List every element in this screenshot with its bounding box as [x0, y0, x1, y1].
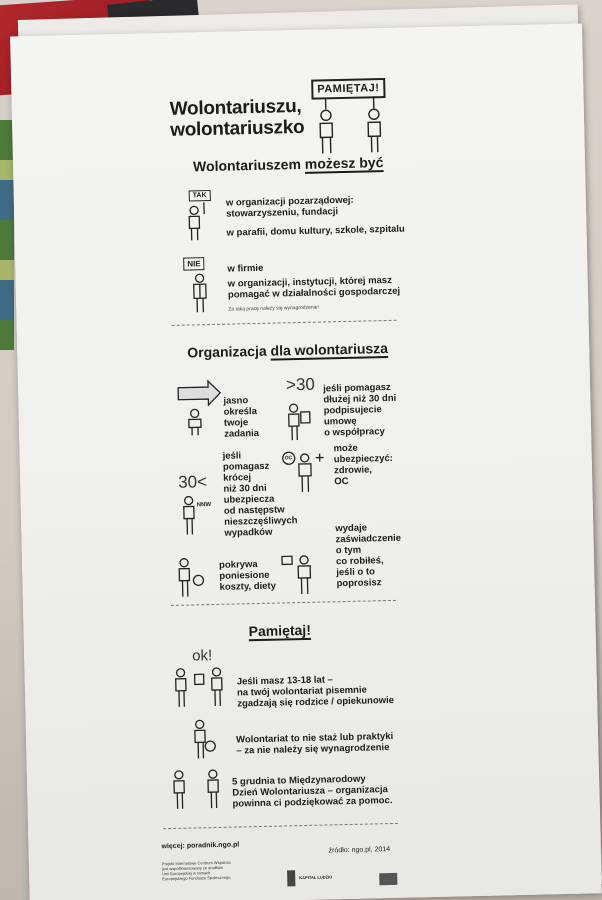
org-item-certificate	[335, 522, 402, 589]
remember-parents-line: Jeśli masz 13-18 lat –	[236, 674, 334, 688]
title-line-1: Wolontariuszu,	[169, 95, 302, 120]
remember-item-internship	[236, 731, 394, 757]
footer-project-text	[162, 860, 231, 882]
person-with-certificate-icon	[280, 550, 321, 597]
footer-more-link[interactable]: więcej: poradnik.ngo.pl	[161, 841, 240, 851]
org-item-certificate-line: wydaje	[335, 522, 368, 535]
nie-sign: NIE	[183, 257, 205, 270]
org-item-insurance	[333, 442, 393, 487]
less-than-30-label: 30<	[178, 472, 208, 492]
org-item-nnw-line: niż 30 dni	[223, 482, 267, 495]
divider-1	[172, 320, 397, 326]
divider-3	[163, 823, 398, 829]
org-item-certificate-line: o tym	[335, 544, 362, 557]
two-people-thanking-icon	[169, 766, 226, 813]
org-item-tasks-line: jasno	[223, 395, 249, 407]
org-item-contract-line: podpisujecie	[323, 404, 382, 417]
remember-internship-line: – za nie należy się wynagrodzenie	[236, 742, 390, 757]
person-with-tak-sign-icon	[182, 202, 213, 243]
org-item-tasks-line: określa	[223, 405, 258, 418]
tak-item-ngo	[226, 195, 354, 220]
title-line-2: wolontariuszko	[170, 116, 305, 141]
org-item-certificate-line: co robiłeś,	[335, 555, 384, 568]
footer-project-line: jest współfinansowany ze środków	[161, 864, 224, 872]
org-item-costs-line: koszty, diety	[219, 580, 277, 593]
remember-parents-line: zgadzają się rodzice / opiekunowie	[237, 694, 395, 710]
remember-internship-line: Wolontariat to nie staż lub praktyki	[235, 730, 394, 746]
nie-item-organization	[228, 275, 401, 301]
org-item-nnw-line: od następstw	[223, 504, 285, 517]
two-people-holding-sign-icon	[312, 96, 393, 158]
nnw-badge: NNW	[196, 502, 212, 509]
org-item-certificate-line: jeśli o to	[336, 566, 375, 579]
org-item-insurance-line: zdrowie,	[333, 464, 373, 477]
tak-text-line-2: stowarzyszeniu, fundacji	[226, 206, 339, 220]
remember-item-parents	[237, 673, 395, 710]
heading-part-1: Wolontariuszem	[192, 155, 302, 175]
remember-day-line: Dzień Wolontariusza – organizacja	[232, 784, 388, 799]
tak-sign: TAK	[189, 190, 211, 201]
remember-day-line: powinna ci podziękować za pomoc.	[232, 795, 393, 810]
kapital-ludzki-logo: KAPITAŁ LUDZKI	[299, 874, 333, 881]
leaflet-title	[170, 96, 305, 141]
footer-project-line: Projekt Internetowe Centrum Wsparcia	[161, 859, 231, 867]
org-item-nnw-line: wypadków	[224, 526, 273, 539]
remember-item-volunteer-day	[232, 773, 393, 810]
nie-item-firm: w firmie	[227, 262, 264, 275]
org-item-insurance-line: OC	[334, 475, 349, 488]
remember-day-line: 5 grudnia to Międzynarodowy	[231, 773, 366, 788]
org-item-tasks	[223, 395, 259, 440]
person-with-nnw-icon	[178, 492, 213, 541]
org-item-nnw-line: ubezpiecza	[223, 493, 275, 506]
pamietaj-sign-figures	[311, 78, 393, 160]
org-item-certificate-line: poprosisz	[336, 577, 382, 590]
org-item-contract	[323, 382, 397, 439]
org-item-contract-line: jeśli pomagasz	[323, 381, 391, 395]
nie-note: Za taką pracę należy się wynagrodzenie!	[228, 304, 319, 313]
org-item-costs-line: pokrywa	[219, 559, 258, 571]
org-item-insurance-line: może	[333, 442, 358, 455]
nie-text-line-1: w organizacji, instytucji, której masz	[227, 274, 393, 290]
org-item-contract-line: dłużej niż 30 dni	[323, 392, 397, 406]
divider-2	[171, 600, 396, 606]
ok-label: ok!	[191, 647, 213, 665]
section-heading-pamietaj	[248, 622, 311, 639]
heading-part-2: dla wolontariusza	[270, 339, 389, 359]
person-with-arrow-sign-icon	[176, 377, 225, 436]
heading-pamietaj-text: Pamiętaj!	[248, 621, 312, 640]
org-item-nnw-line: nieszczęśliwych	[224, 515, 298, 528]
pamietaj-sign-board: PAMIĘTAJ!	[311, 78, 385, 100]
org-item-tasks-line: zadania	[224, 427, 260, 440]
tak-item-parish: w parafii, domu kultury, szkole, szpitalu	[226, 223, 405, 239]
org-item-tasks-line: twoje	[223, 417, 249, 429]
two-people-consent-icon	[170, 664, 231, 711]
org-item-nnw-line: krócej	[223, 472, 252, 484]
nie-text-line-2: pomagać w działalności gospodarczej	[227, 285, 401, 301]
person-with-money-bag-icon-2	[190, 716, 221, 761]
section-heading-organizacja	[187, 340, 388, 361]
person-with-nie-sign-icon	[185, 270, 216, 315]
org-item-contract-line: umowę	[323, 415, 357, 428]
oc-badge: OC	[284, 455, 293, 462]
remember-parents-line: na twój wolontariat pisemnie	[236, 684, 367, 699]
heading-part-2: możesz być	[304, 154, 384, 172]
footer-project-line: Unii Europejskiej w ramach	[162, 870, 211, 877]
heading-part-1: Organizacja	[187, 342, 267, 361]
leaflet-paper	[10, 24, 602, 900]
org-item-costs-line: poniesione	[219, 569, 270, 582]
person-with-money-bag-icon	[174, 554, 209, 599]
eu-flag-logo	[379, 873, 397, 885]
tak-text-line-1: w organizacji pozarządowej:	[225, 194, 354, 209]
footer-project-line: Europejskiego Funduszu Społecznego	[162, 874, 231, 882]
kapital-ludzki-logo-mark	[287, 870, 295, 886]
org-item-costs	[219, 559, 276, 593]
org-item-nnw-line: pomagasz	[222, 460, 270, 473]
org-item-nnw-line: jeśli	[222, 450, 242, 462]
person-with-contract-icon	[283, 400, 314, 445]
section-heading-mozesz-byc	[193, 154, 384, 174]
org-item-contract-line: o współpracy	[324, 426, 385, 439]
more-than-30-label: >30	[285, 374, 316, 395]
org-item-certificate-line: zaświadczenie	[335, 532, 402, 546]
org-item-insurance-line: ubezpieczyć:	[333, 452, 394, 466]
footer-source: źródło: ngo.pl, 2014	[328, 846, 391, 855]
